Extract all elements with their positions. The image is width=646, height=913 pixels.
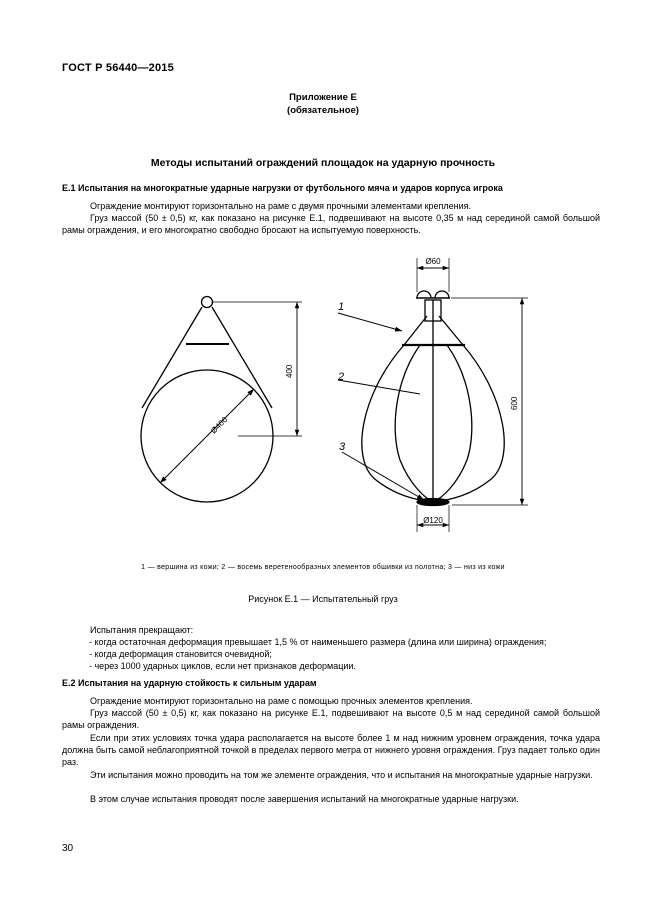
- right-weight-drawing: [338, 258, 528, 532]
- callout-3: 3: [339, 441, 346, 453]
- e1-paragraph-1: Ограждение монтируют горизонтально на раме с двумя прочными элементами крепления.: [90, 201, 472, 211]
- e1-paragraph-2: Груз массой (50 ± 0,5) кг, как показано на рисунке Е.1, подвешивают на высоте 0,35 м над серединой самой большой рамы ограждения, и его многократно свободно бросают на испытуемую поверхность.: [62, 213, 600, 236]
- e1-heading: Е.1 Испытания на многократные ударные нагрузки от футбольного мяча и ударов корпуса игрока: [62, 183, 503, 193]
- e2-paragraph-1: Ограждение монтируют горизонтально на раме с помощью прочных элементов крепления.: [90, 696, 473, 706]
- top-diameter-label: Ø60: [425, 257, 441, 266]
- hook-ring: [202, 297, 213, 308]
- left-weight-drawing: [141, 297, 302, 503]
- stop-item: - через 1000 ударных циклов, если нет признаков деформации.: [89, 661, 356, 671]
- appendix-subtitle: (обязательное): [287, 105, 359, 116]
- stop-item: - когда остаточная деформация превышает 1,5 % от наименьшего размера (длина или ширина) ограждения;: [89, 637, 547, 647]
- figure-caption: Рисунок Е.1 — Испытательный груз: [248, 594, 398, 604]
- left-diameter-label: Ø400: [209, 415, 230, 436]
- stop-intro: Испытания прекращают:: [90, 625, 194, 635]
- appendix-heading: [0, 91, 646, 117]
- leather-top-cap: [417, 291, 449, 298]
- test-weight-figure: [0, 240, 646, 540]
- section-title: Методы испытаний ограждений площадок на ударную прочность: [150, 157, 496, 169]
- e2-paragraph-2: Груз массой (50 ± 0,5) кг, как показано на рисунке Е.1, подвешивают на высоте 0,5 м над серединой самой большой рамы ограждения.: [62, 708, 600, 731]
- leather-bottom: [417, 499, 449, 506]
- figure-legend: 1 — вершина из кожи; 2 — восемь веретенообразных элементов обшивки из полотна; 3 — низ из кожи: [141, 564, 505, 571]
- appendix-title: Приложение Е: [289, 92, 357, 103]
- e2-heading: Е.2 Испытания на ударную стойкость к сильным ударам: [62, 678, 317, 688]
- bottom-diameter-label: Ø120: [423, 516, 443, 525]
- callout-1: 1: [338, 301, 345, 313]
- right-height-label: 600: [510, 396, 519, 410]
- page-number: 30: [62, 843, 74, 854]
- e2-paragraph-5: В этом случае испытания проводят после завершения испытаний на многократные ударные нагрузки.: [90, 794, 519, 804]
- e2-paragraph-3: Если при этих условиях точка удара располагается на высоте более 1 м над нижним уровнем ограждения, точка удара должна быть самой неблагоприятной точкой в пределах первого метра от нижнего уровня ограждения. Груз падает только один раз.: [62, 733, 600, 768]
- stop-item: - когда деформация становится очевидной;: [89, 649, 272, 659]
- left-height-label: 400: [285, 364, 294, 378]
- callout-2: 2: [338, 371, 345, 383]
- e2-paragraph-4: Эти испытания можно проводить на том же элементе ограждения, что и испытания на многократные ударные нагрузки.: [90, 770, 593, 780]
- standard-header: ГОСТ Р 56440—2015: [62, 62, 174, 74]
